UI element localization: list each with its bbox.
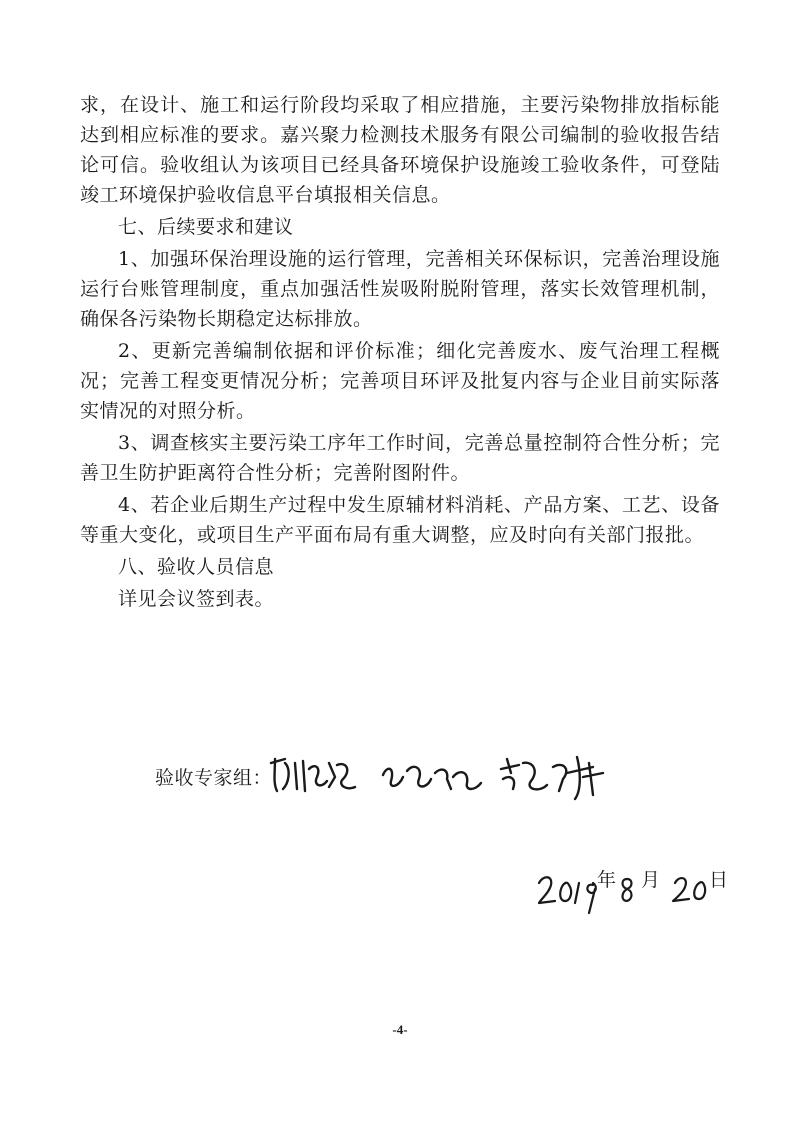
year-char: 年 [597, 869, 617, 891]
heading-personnel-info: 八、验收人员信息 [118, 556, 275, 578]
signature-label: 验收专家组： [155, 767, 273, 789]
paragraph-requirement-1: 1、加强环保治理设施的运行管理，完善相关环保标识，完善治理设施运行台账管理制度，重点加强活性炭吸附脱附管理，落实长效管理机制，确保各污染物长期稳定达标排放。 [80, 248, 720, 330]
document-body [80, 90, 720, 616]
paragraph-see-signin-sheet: 详见会议签到表。 [118, 588, 275, 610]
page-number: -4- [392, 1022, 408, 1037]
paragraph-requirement-4: 4、若企业后期生产过程中发生原辅材料消耗、产品方案、工艺、设备等重大变化，或项目生产平面布局有重大调整，应及时向有关部门报批。 [80, 494, 720, 546]
month-char: 月 [641, 869, 661, 891]
day-char: 日 [709, 869, 729, 891]
heading-follow-up-requirements: 七、后续要求和建议 [118, 216, 294, 238]
paragraph-requirement-2: 2、更新完善编制依据和评价标准；细化完善废水、废气治理工程概况；完善工程变更情况分析；完善项目环评及批复内容与企业目前实际落实情况的对照分析。 [80, 340, 720, 422]
paragraph-requirement-3: 3、调查核实主要污染工序年工作时间，完善总量控制符合性分析；完善卫生防护距离符合性分析；完善附图附件。 [80, 432, 720, 484]
handwritten-signatures [263, 733, 733, 813]
paragraph-conclusion: 求，在设计、施工和运行阶段均采取了相应措施，主要污染物排放指标能达到相应标准的要求。嘉兴聚力检测技术服务有限公司编制的验收报告结论可信。验收组认为该项目已经具备环境保护设施竣工验收条件，可登陆竣工环境保护验收信息平台填报相关信息。 [80, 94, 720, 206]
expert-signature-block [155, 745, 755, 825]
signature-date [535, 855, 755, 915]
